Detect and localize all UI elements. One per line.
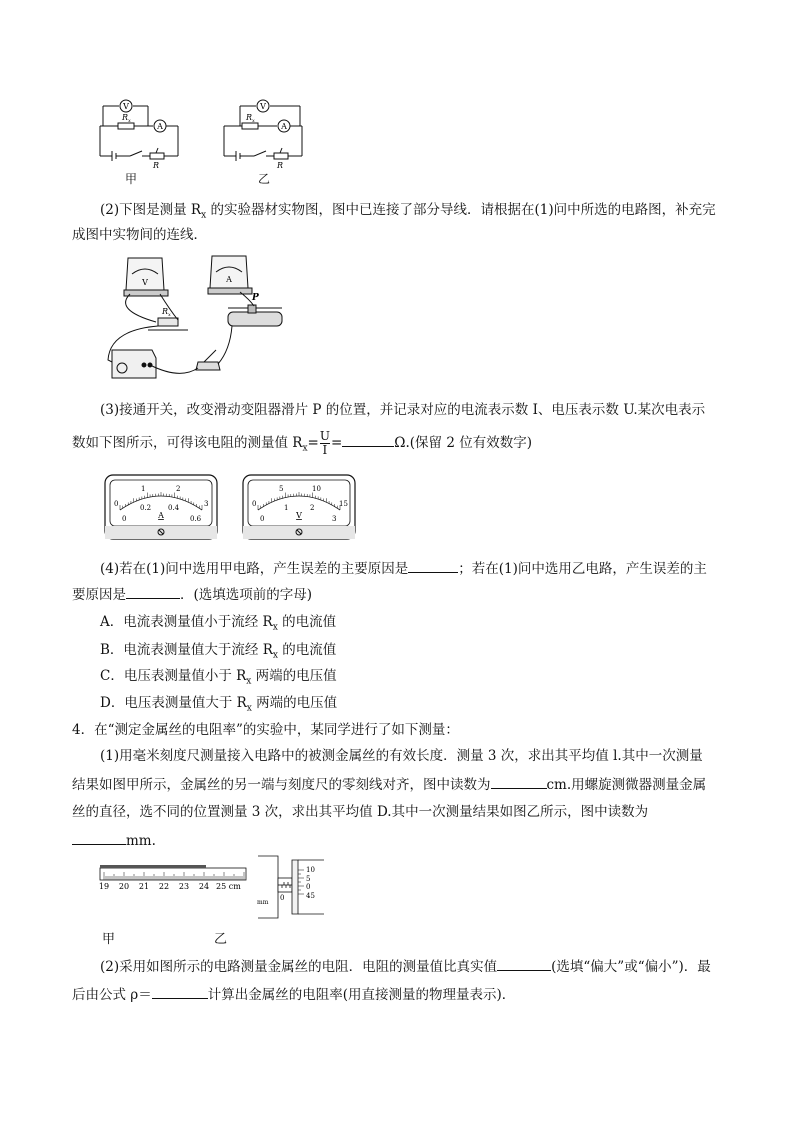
- svg-text:V: V: [142, 278, 148, 287]
- p4-s2-line-2: 后由公式 ρ＝ 计算出金属丝的电阻率(用直接测量的物理量表示)．: [72, 984, 515, 1005]
- figure-label-jia: 甲: [125, 172, 138, 186]
- problem-4-title: 4．在“测定金属丝的电阻率”的实验中，某同学进行了如下测量：: [72, 722, 459, 738]
- ammeter-symbol: A: [157, 122, 163, 131]
- apparatus-figure: [100, 250, 300, 385]
- ammeter-dial: [104, 474, 218, 540]
- p4-s1-line-4: mm.: [72, 830, 156, 851]
- svg-text:mm: mm: [257, 899, 269, 906]
- svg-text:5: 5: [306, 875, 311, 883]
- answer-blank-length[interactable]: [491, 774, 547, 789]
- svg-text:1: 1: [141, 485, 146, 493]
- q2-line-2: 成图中实物间的连线．: [72, 227, 207, 243]
- svg-text:0: 0: [114, 500, 119, 508]
- svg-text:R: R: [246, 113, 253, 122]
- svg-text:x: x: [252, 118, 255, 124]
- answer-blank-bias[interactable]: [497, 956, 551, 971]
- svg-text:15: 15: [339, 500, 348, 508]
- svg-text:19: 19: [98, 882, 110, 891]
- svg-text:R: R: [162, 307, 169, 316]
- ammeter-symbol: A: [158, 511, 164, 520]
- svg-text:0.6: 0.6: [190, 515, 202, 523]
- svg-text:0.2: 0.2: [140, 504, 152, 512]
- fraction-u-over-i: $\frac{U}{I}$: [319, 429, 330, 457]
- svg-text:23: 23: [178, 882, 190, 891]
- answer-blank-rx[interactable]: [342, 432, 394, 447]
- svg-text:0: 0: [260, 515, 265, 523]
- answer-blank-jia[interactable]: [408, 558, 458, 573]
- svg-text:25 cm: 25 cm: [216, 882, 241, 891]
- ruler-figure: [98, 862, 248, 894]
- option-d: D．电压表测量值大于 $R_x$ 两端的电压值: [100, 695, 338, 714]
- svg-text:V: V: [260, 102, 266, 111]
- svg-text:0: 0: [306, 883, 311, 891]
- figure-label-yi-2: 乙: [214, 932, 228, 947]
- p4-s1-line-1: (1)用毫米刻度尺测量接入电路中的被测金属丝的有效长度．测量 3 次，求出其平均值 l.其中一次测量: [100, 748, 703, 764]
- svg-text:P: P: [252, 293, 259, 303]
- option-b: B．电流表测量值大于流经 $R_x$ 的电流值: [100, 642, 337, 661]
- circuit-diagram-jia: [98, 98, 188, 170]
- answer-blank-yi[interactable]: [126, 584, 180, 599]
- voltmeter-symbol: V: [296, 511, 302, 520]
- svg-text:3: 3: [332, 515, 337, 523]
- figure-label-yi: 乙: [258, 172, 271, 186]
- p4-s2-line-1: (2)采用如图所示的电路测量金属丝的电阻．电阻的测量值比真实值 (选填“偏大”或“偏小”)．最: [100, 956, 711, 977]
- q2-line-1: (2)下图是测量 $R_x$ 的实验器材实物图，图中已连接了部分导线．请根据在(1)问中所选的电路图，补充完: [100, 202, 716, 221]
- svg-text:21: 21: [138, 882, 150, 891]
- q4-line-2: 要原因是 ．(选填选项前的字母): [72, 584, 312, 605]
- q3-line-2: 数如下图所示，可得该电阻的测量值 $R_x=$ $\frac{U}{I}$ = Ω.(保留 2 位有效数字): [72, 429, 532, 457]
- svg-text:0: 0: [280, 894, 285, 902]
- voltmeter-symbol: V: [123, 102, 129, 111]
- svg-text:R: R: [277, 161, 284, 170]
- option-c: C．电压表测量值小于 $R_x$ 两端的电压值: [100, 668, 337, 687]
- svg-text:24: 24: [198, 882, 210, 891]
- svg-text:2: 2: [176, 485, 181, 493]
- svg-text:20: 20: [118, 882, 130, 891]
- svg-text:A: A: [281, 122, 287, 131]
- p4-s1-line-2: 结果如图甲所示，金属丝的另一端与刻度尺的零刻线对齐，图中读数为 cm.用螺旋测微器测量金属: [72, 774, 706, 795]
- voltmeter-dial: [242, 474, 356, 540]
- svg-text:2: 2: [310, 504, 315, 512]
- q3-line-1: (3)接通开关，改变滑动变阻器滑片 P 的位置，并记录对应的电流表示数 I、电压表示数 U.某次电表示: [100, 402, 706, 418]
- svg-text:1: 1: [284, 504, 289, 512]
- svg-text:5: 5: [279, 485, 284, 493]
- svg-text:45: 45: [306, 892, 315, 900]
- svg-text:10: 10: [312, 485, 321, 493]
- svg-text:0: 0: [122, 515, 127, 523]
- svg-text:0.4: 0.4: [168, 504, 180, 512]
- answer-blank-diameter[interactable]: [72, 830, 126, 845]
- circuit-diagram-yi: [222, 98, 312, 170]
- svg-text:0: 0: [252, 500, 257, 508]
- figure-label-jia-2: 甲: [102, 932, 116, 947]
- svg-text:22: 22: [158, 882, 170, 891]
- micrometer-figure: [252, 852, 328, 922]
- option-a: A．电流表测量值小于流经 $R_x$ 的电流值: [100, 614, 337, 633]
- svg-text:10: 10: [306, 866, 315, 874]
- svg-text:R: R: [122, 113, 129, 122]
- svg-text:x: x: [168, 312, 171, 318]
- svg-text:R: R: [153, 161, 160, 170]
- svg-text:3: 3: [204, 500, 209, 508]
- p4-s1-line-3: 丝的直径，选不同的位置测量 3 次，求出其平均值 D.其中一次测量结果如图乙所示，图中读数为: [72, 804, 649, 820]
- svg-text:x: x: [128, 118, 131, 124]
- q4-line-1: (4)若在(1)问中选用甲电路，产生误差的主要原因是 ；若在(1)问中选用乙电路，产生误差的主: [100, 558, 707, 579]
- svg-text:A: A: [226, 275, 232, 284]
- answer-blank-formula[interactable]: [152, 984, 208, 999]
